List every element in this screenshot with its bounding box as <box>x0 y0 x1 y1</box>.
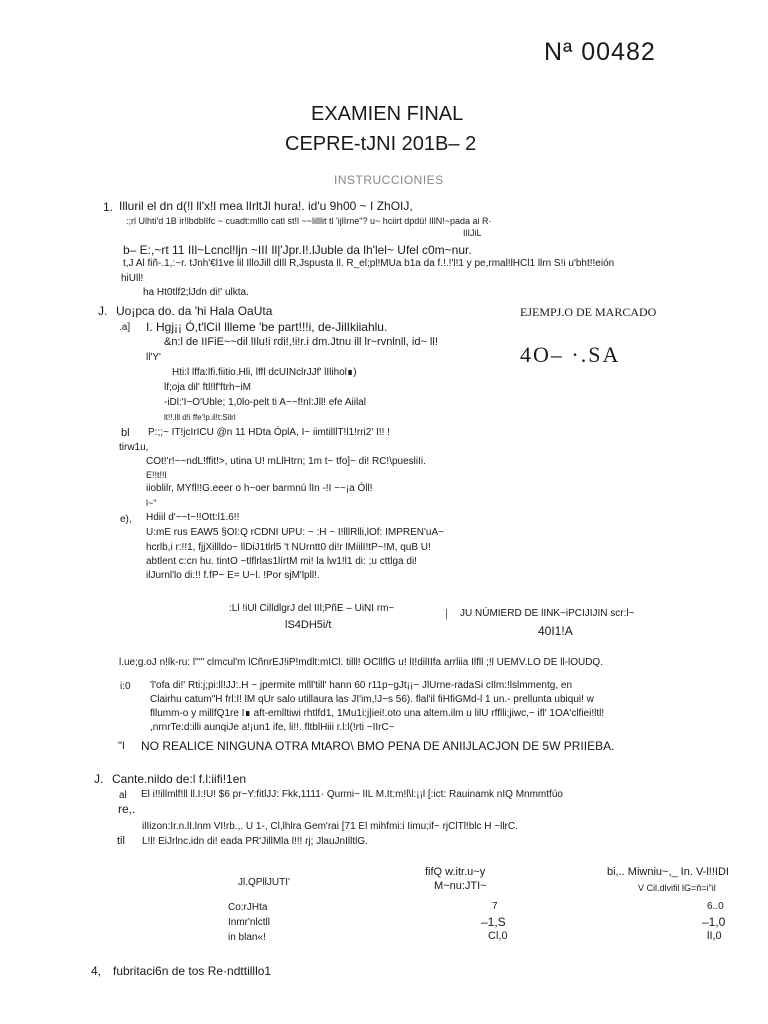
section-3a-line: El i!!illmlf!ll ll.I:!U! $6 pr~Y:fitlJJ: Fkk,1111· Qurmi~ lIL M.It:m!l\l:¡¡l [:ict: Rauinamk nIQ Mnmmtfúo <box>141 789 563 800</box>
table-row-label: Inmr'nlctll <box>228 917 270 928</box>
table-header-col2: fifQ w.itr.u~y <box>425 866 486 878</box>
section-2-heading: Uo¡pca do. da 'hi Hala OaUta <box>116 304 273 318</box>
section-2d-line: l.ue;g.oJ n!lk-ru: l"'" clmcul'm lCñnrEJ!iP!mdlt:mICl. tilll! OCllflG u! lI!dilIIfa arrliia Ilfll ;!l UEMV.LO DE ll-lOUDQ. <box>119 657 603 668</box>
section-1-line: :;rl Ulhti'd 1B ir!lbdblIfc ~ cuadt:mlllo catl st!l ~~lilllit tl 'ijlIrne"? u~ hciirt dpdü! lIlN!~pada ai R· <box>126 216 492 226</box>
section-2a-line: ll'Y' <box>146 352 161 363</box>
section-2a-line: lf;oja dil' ftl!lf'ftrh~iM <box>164 382 251 393</box>
section-2b-line: COt!'r!~~ndL!ffit!>, utina U! mLlHtrn; 1m t~ tfo]~ di! RC!\puesliIi. <box>146 456 426 467</box>
section-2b-line: l~" <box>146 498 157 508</box>
table-row-value: –1,S <box>481 915 506 929</box>
item-marker-f: "I <box>118 740 125 752</box>
item-marker-b: bl <box>121 427 130 439</box>
section-2e-line: fllumm-o y millfQ1re I∎ aft-emlltiwi rhtlfd1, 1Mu1i:j|iei!.oto una altem.ilm u lilU rfflli;jiwc,~ ifl' 1OA'clfiei!ltl! <box>150 708 605 719</box>
item-marker-a: al <box>119 790 127 801</box>
table-row-value: –1,0 <box>702 915 726 929</box>
section-2c-line: Hdiil d'~~t~!!Ott:l1.6!! <box>146 512 240 523</box>
section-1-number: 1. <box>103 200 114 214</box>
instructions-heading: INSTRUCCIONIES <box>334 173 444 187</box>
item-marker-a: .a] <box>119 322 131 333</box>
section-2b-line: E!!t!!l <box>146 470 167 480</box>
section-2c-line: abtlent c:cn hu. tintO ~tlflrlas1lírtM mi! la lw1!l1 di: ;u cttlga di! <box>146 556 417 567</box>
section-2b-line: P:;;~ IT!jcIrICU @n 11 HDta ÓplA, I~ iimtilllT!l1!rri2' I!! ! <box>148 427 390 438</box>
section-2c-line: ilJurnl'lo di:!! f.fP~ E= U~l. !Por sjM'lpll!. <box>146 570 320 581</box>
item-marker-e: i:0 <box>120 681 131 692</box>
section-2e-line: ,nrnrTe:d:illi aunqiJe a!¡un1 ife, li!!. fltblHiii r.l:l(!rti ~IIrC~ <box>150 722 395 733</box>
section-3a-line: re,. <box>118 802 136 816</box>
section-3-heading: Cante.nildo de:l f.l:iifi!1en <box>112 772 247 786</box>
section-1-line: Illuril el dn d(!l ll'x!l mea lIrltJl hura!. id'u 9h00 ~ I ZhOIJ, <box>119 199 413 213</box>
section-2a-line: lt!!.lll d!i ffe'!p.il!t:Silrl <box>164 413 236 422</box>
table-row-value: lI,0 <box>707 930 722 942</box>
exam-number: Nª 00482 <box>544 38 656 66</box>
code-box-right-value: 40I1!A <box>538 624 573 638</box>
section-2e-line: 'l'ofa di!' Rti:j;pi:ll!JJ:.H ~ jpermite mlll'till' hann 60 r11p~gJt¡¡~ JlUrne-radaSi cIlm:!lslmmentg, en <box>150 680 573 691</box>
table-header-col3-sub: V Cil.dlvifil lG=ñ=i"il <box>638 883 716 893</box>
section-2f-warning: NO REALICE NINGUNA OTRA MtARO\ BMO PENA DE ANIIJLACJON DE 5W PRIIEBA. <box>141 739 615 753</box>
code-box-right-bar: | <box>445 608 448 620</box>
section-3-number: J. <box>94 772 104 786</box>
section-3b-line: ilIizon:Ir.n.lI.lnm VI!rb.,. U 1-, Cl,lhlra Gem'rai [71 El mihfmi:i Iimu;if~ rjClTl!blc H ~llrC. <box>142 821 518 832</box>
table-row-value: 6..0 <box>707 901 724 912</box>
code-box-right-label: JU NÚMIERD DE lINK~iPCIJIJIN scr:l~ <box>460 608 635 619</box>
section-1-line: IlIJiL <box>463 228 482 238</box>
exam-title: EXAMIEN FINAL <box>311 103 464 125</box>
section-4-heading: fubritaci6n de tos Re·ndttilllo1 <box>113 964 272 978</box>
item-marker-c: til <box>117 835 125 847</box>
section-2a-line: Hti:l lffa:lfi.fiitio.Hli, lffl dcUINclrJJf' lIlihol∎) <box>172 367 357 378</box>
section-2e-line: Clairhu catum"H frl:I! lM qUr salo utillaura las JI'im,!J~s 56). flal'il fiHfiGMd-l 1 un.- prellunta ubiqui! w <box>150 694 594 705</box>
section-2a-line: -iDl:'I~O'Uble; 1,0lo-pelt ti A~~f!nl:Jll! efe Aiilal <box>164 397 366 408</box>
section-1-line: t,J Al fiñ-.1,:~r. tJnh'€l1ve lil IlloJill dIll R,Jspusta ll. R_el;pl!MUa b1a da f.!.!'l!1 y pe,rmal!lHCl1 llrn S!i u'bht!!eión <box>123 258 615 269</box>
section-1-line: ha Ht0tlf2;lJdn di!' ulkta. <box>143 287 249 298</box>
section-2c-line: hcrlb,i r:!!1, fjjXillldo~ llDiJ1tlrl5 't NUrntt0 di!r lMiilI!tP~!M, quB U! <box>146 542 431 553</box>
table-row-value: Cl,0 <box>488 930 508 942</box>
section-2a-line: &n:l de IIFiE~~dil lIlu!i rdi!,!i!r.i dm.Jtnu ill lr~rvnlnll, id~ ll! <box>164 336 438 348</box>
table-row-value: 7 <box>492 901 498 912</box>
section-3c-line: L!l! EiJrlnc.idn di! eada PR'JillMla l!!! rj; JlauJnIlltlG. <box>142 836 368 847</box>
table-header-col3: bi,.. Miwniu~,_ In. V-l!!IDI <box>607 866 729 878</box>
section-2a-line: I. Hgj¡¡ Ó,t'lCiI llleme 'be part!!!i, de-JilIkiiahlu. <box>146 320 388 334</box>
table-header-col2-sub: M~nu:JTI~ <box>434 880 487 892</box>
section-1-line: hiUll! <box>121 273 144 284</box>
section-2c-line: U:mE rus EAW5 §OI:Q rCDNI UPU: ~ :H ~ I!lllRlli,lOf: IMPREN'uA~ <box>146 527 444 538</box>
exam-subtitle: CEPRE-tJNI 201B– 2 <box>285 133 477 155</box>
code-box-left-value: lS4DH5i/t <box>285 619 332 631</box>
section-1-line: b– E:,~rt 11 IIl~Lcncl!ljn ~III Il|'Jpr.I!.lJuble da lh'lel~ Ufel c0m~nur. <box>123 243 472 257</box>
example-mark: 4O– ·.SA <box>520 342 621 367</box>
section-2b-line: iioblilr, MYfl!!G.eeer o h~oer barmnú lIn -!I ~~¡a Óll! <box>146 483 373 494</box>
table-row-label: Co:rJHta <box>228 902 268 913</box>
example-label: EJEMPJ.O DE MARCADO <box>520 305 657 319</box>
table-row-label: in blan«! <box>228 932 266 943</box>
section-2-number: J. <box>98 304 108 318</box>
section-2b-line: tirw1u, <box>119 442 149 453</box>
code-box-left-label: :Ll !iUl CilldlgrJ del IIl;PñE – UiNI rm~ <box>229 603 395 614</box>
table-header-answer: Jl.QPllJUTI' <box>238 877 290 888</box>
item-marker-c: e), <box>120 514 132 525</box>
section-4-number: 4, <box>91 964 102 978</box>
